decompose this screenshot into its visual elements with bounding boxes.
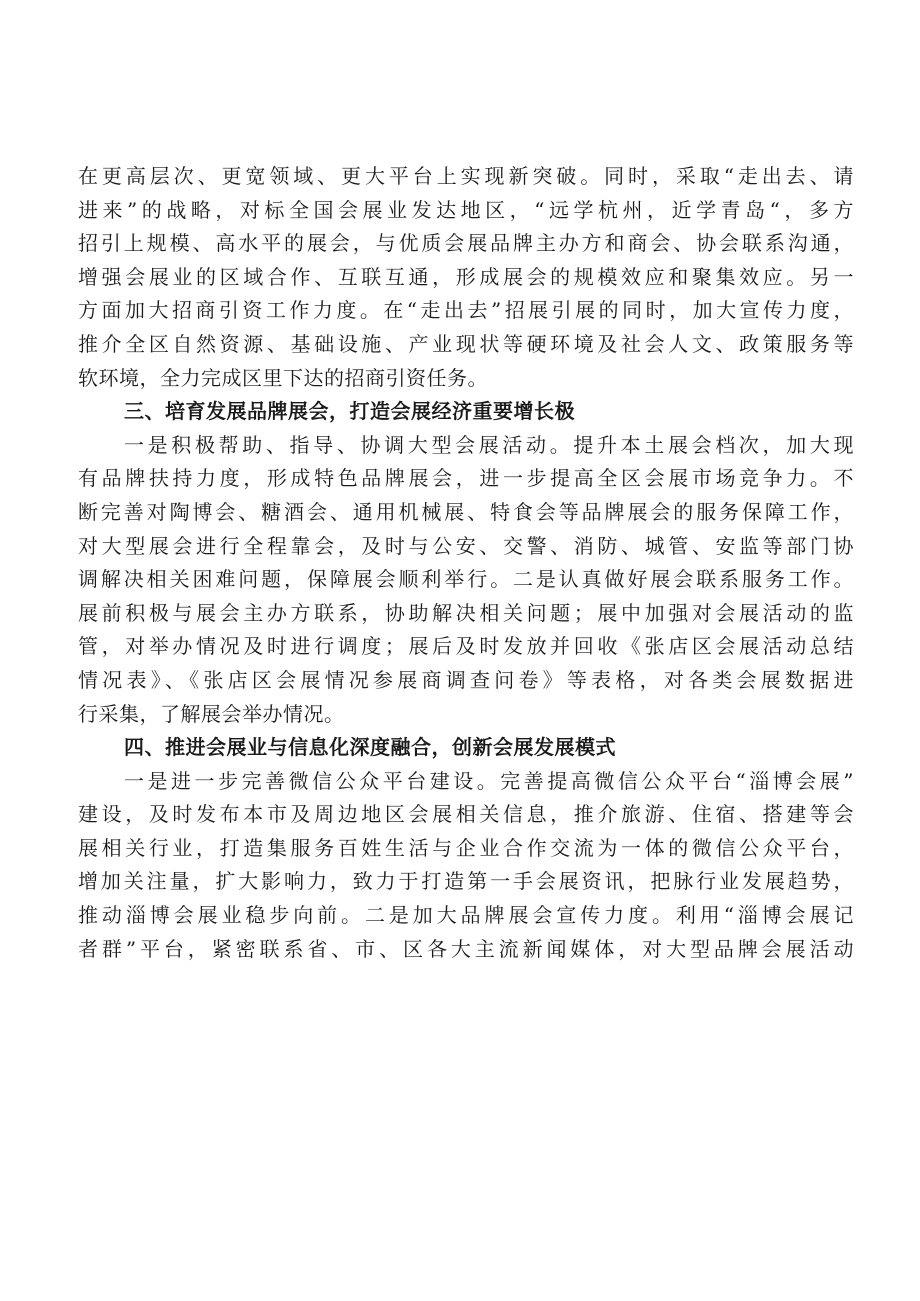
- text-line: 断完善对陶博会、糖酒会、通用机械展、特食会等品牌展会的服务保障工作，: [78, 499, 854, 524]
- text-line: 软环境，全力完成区里下达的招商引资任务。: [78, 365, 488, 390]
- text-line: 增强会展业的区域合作、互联互通，形成展会的规模效应和聚集效应。另一: [78, 264, 854, 289]
- text-line: 调解决相关困难问题，保障展会顺利举行。二是认真做好展会联系服务工作。: [78, 567, 854, 592]
- text-line: 行采集，了解展会举办情况。: [78, 701, 345, 726]
- text-line: 对大型展会进行全程靠会，及时与公安、交警、消防、城管、安监等部门协: [78, 533, 854, 558]
- section-3-paragraph: [78, 429, 854, 731]
- section-4-heading: 四、推进会展业与信息化深度融合，创新会展发展模式: [124, 735, 616, 760]
- text-line: 展相关行业，打造集服务百姓生活与企业合作交流为一体的微信公众平台，: [78, 835, 854, 860]
- text-line: 推介全区自然资源、基础设施、产业现状等硬环境及社会人文、政策服务等: [78, 331, 854, 356]
- text-line: 方面加大招商引资工作力度。在“走出去”招展引展的同时，加大宣传力度，: [78, 298, 854, 323]
- paragraph-continuation: [78, 160, 854, 395]
- text-line: 情况表》、《张店区会展情况参展商调查问卷》等表格，对各类会展数据进: [78, 667, 854, 692]
- text-line: 进来”的战略，对标全国会展业发达地区，“远学杭州，近学青岛“，多方: [78, 197, 854, 222]
- text-line: 增加关注量，扩大影响力，致力于打造第一手会展资讯，把脉行业发展趋势，: [78, 869, 854, 894]
- section-3-heading: 三、培育发展品牌展会，打造会展经济重要增长极: [124, 399, 575, 424]
- text-line: 招引上规模、高水平的展会，与优质会展品牌主办方和商会、协会联系沟通，: [78, 231, 854, 256]
- text-line: 推动淄博会展业稳步向前。二是加大品牌展会宣传力度。利用“淄博会展记: [78, 903, 854, 928]
- document-page: [78, 160, 854, 966]
- section-4-paragraph: [78, 765, 854, 967]
- text-line: 有品牌扶持力度，形成特色品牌展会，进一步提高全区会展市场竞争力。不: [78, 466, 854, 491]
- text-line: 一是进一步完善微信公众平台建设。完善提高微信公众平台“淄博会展”: [124, 768, 854, 793]
- text-line: 建设，及时发布本市及周边地区会展相关信息，推介旅游、住宿、搭建等会: [78, 802, 854, 827]
- text-line: 管，对举办情况及时进行调度；展后及时发放并回收《张店区会展活动总结: [78, 634, 854, 659]
- text-line: 在更高层次、更宽领域、更大平台上实现新突破。同时，采取“走出去、请: [78, 164, 854, 188]
- text-line: 者群”平台，紧密联系省、市、区各大主流新闻媒体，对大型品牌会展活动: [78, 936, 854, 961]
- text-line: 一是积极帮助、指导、协调大型会展活动。提升本土展会档次，加大现: [124, 432, 854, 457]
- text-line: 展前积极与展会主办方联系，协助解决相关问题；展中加强对会展活动的监: [78, 600, 854, 625]
